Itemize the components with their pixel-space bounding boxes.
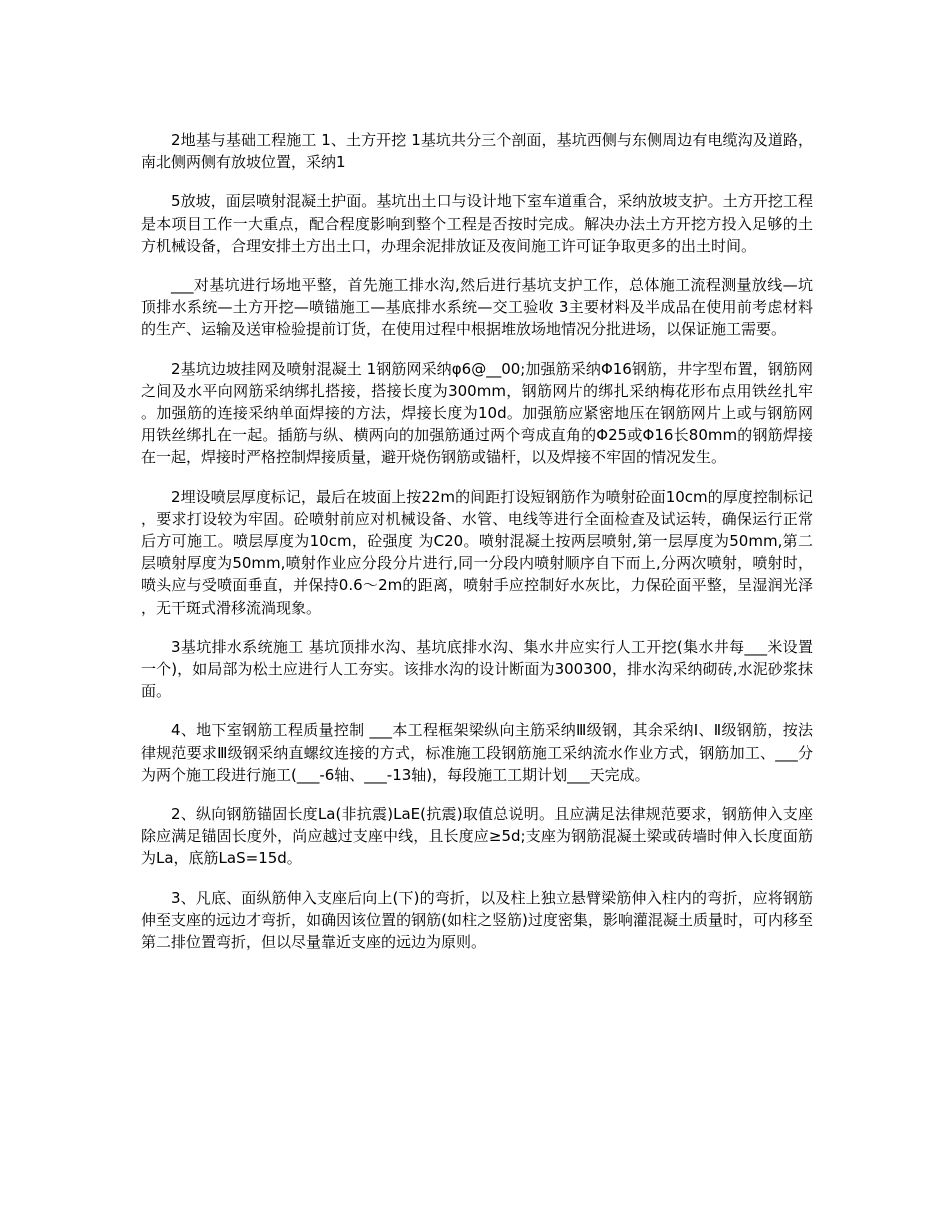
paragraph-1: 2地基与基础工程施工 1、土方开挖 1基坑共分三个剖面，基坑西侧与东侧周边有电缆沟及道路，南北侧两侧有放坡位置，采纳1 (141, 131, 813, 172)
paragraph-8: 2、纵向钢筋锚固长度La(非抗震)LaE(抗震)取值总说明。且应满足法律规范要求，钢筋伸入支座除应满足锚固长度外，尚应越过支座中线，且长度应≥5d;支座为钢筋混凝土梁或砖墙时伸入长度面筋为La，底筋LaS=15d。 (141, 805, 813, 868)
paragraph-3: ___对基坑进行场地平整，首先施工排水沟,然后进行基坑支护工作，总体施工流程测量放线—坑顶排水系统—土方开挖—喷锚施工—基底排水系统—交工验收 3主要材料及半成品在使用前考虑材料的生产、运输及送审检验提前订货，在使用过程中根据堆放场地情况分批进场，以保证施工需要。 (141, 276, 813, 339)
paragraph-4: 2基坑边坡挂网及喷射混凝土 1钢筋网采纳φ6@__00;加强筋采纳Φ16钢筋，井字型布置，钢筋网之间及水平向网筋采纳绑扎搭接，搭接长度为300mm，钢筋网片的绑扎采纳梅花形布点用铁丝扎牢。加强筋的连接采纳单面焊接的方法，焊接长度为10d。加强筋应紧密地压在钢筋网片上或与钢筋网用铁丝绑扎在一起。插筋与纵、横两向的加强筋通过两个弯成直角的Φ25或Φ16长80mm的钢筋焊接在一起，焊接时严格控制焊接质量，避开烧伤钢筋或锚杆，以及焊接不牢固的情况发生。 (141, 359, 813, 467)
paragraph-2: 5放坡，面层喷射混凝土护面。基坑出土口与设计地下室车道重合，采纳放坡支护。土方开挖工程是本项目工作一大重点，配合程度影响到整个工程是否按时完成。解决办法土方开挖方投入足够的土方机械设备，合理安排土方出土口，办理余泥排放证及夜间施工许可证争取更多的出土时间。 (141, 192, 813, 255)
paragraph-5: 2埋设喷层厚度标记，最后在坡面上按22m的间距打设短钢筋作为喷射砼面10cm的厚度控制标记，要求打设较为牢固。砼喷射前应对机械设备、水管、电线等进行全面检查及试运转，确保运行正常后方可施工。喷层厚度为10cm，砼强度 为C20。喷射混凝土按两层喷射,第一层厚度为50mm,第二层喷射厚度为50mm,喷射作业应分段分片进行,同一分段内喷射顺序自下而上,分两次喷射，喷射时，喷头应与受喷面垂直，并保持0.6～2m的距离，喷射手应控制好水灰比，力保砼面平整，呈湿润光泽，无干斑式滑移流淌现象。 (141, 487, 813, 617)
paragraph-9: 3、凡底、面纵筋伸入支座后向上(下)的弯折，以及柱上独立悬臂梁筋伸入柱内的弯折，应将钢筋伸至支座的远边才弯折，如确因该位置的钢筋(如柱之竖筋)过度密集，影响灌混凝土质量时，可内移至第二排位置弯折，但以尽量靠近支座的远边为原则。 (141, 888, 813, 952)
document-page (141, 129, 813, 970)
paragraph-7: 4、地下室钢筋工程质量控制 ___本工程框架梁纵向主筋采纳Ⅲ级钢，其余采纳Ⅰ、Ⅱ级钢筋，按法律规范要求Ⅲ级钢采纳直螺纹连接的方式，标准施工段钢筋施工采纳流水作业方式，钢筋加工、___分为两个施工段进行施工(___-6轴、___-13轴)，每段施工工期计划___天完成。 (141, 721, 813, 784)
paragraph-6: 3基坑排水系统施工 基坑顶排水沟、基坑底排水沟、集水井应实行人工开挖(集水井每___米设置一个)，如局部为松土应进行人工夯实。该排水沟的设计断面为300300，排水沟采纳砌砖,水泥砂浆抹面。 (141, 637, 813, 701)
